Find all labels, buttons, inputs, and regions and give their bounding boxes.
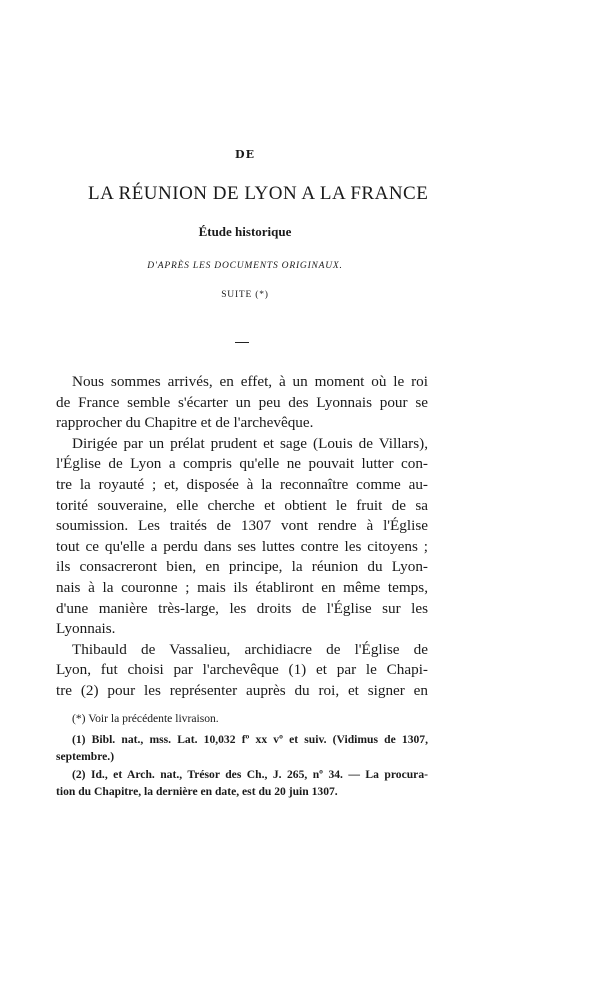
footnote: (*) Voir la précédente livraison. xyxy=(72,712,219,725)
body-line: tre la royauté ; et, disposée à la reconnaître comme au- xyxy=(56,475,428,493)
body-line: d'une manière très-large, les droits de l'Église sur les xyxy=(56,599,428,617)
footnote: septembre.) xyxy=(56,750,115,763)
body-line: Thibauld de Vassalieu, archidiacre de l'Église de xyxy=(72,640,428,658)
body-line: Nous sommes arrivés, en effet, à un moment où le roi xyxy=(72,373,428,390)
body-line: nais à la couronne ; mais ils établiront en même temps, xyxy=(56,578,428,596)
body-text xyxy=(56,372,428,702)
subtitle: Étude historique xyxy=(198,224,292,239)
heading-de: DE xyxy=(235,148,255,161)
footnote: (1) Bibl. nat., mss. Lat. 10,032 fº xx vº et suiv. (Vidimus de 1307, xyxy=(72,732,428,746)
body-line: Dirigée par un prélat prudent et sage (Louis de Villars), xyxy=(72,434,428,452)
body-line: tre (2) pour les représenter auprès du roi, et signer en xyxy=(56,681,428,699)
source-line: D'APRÈS LES DOCUMENTS ORIGINAUX. xyxy=(147,261,343,271)
footnotes xyxy=(56,710,428,801)
body-line: de France semble s'écarter un peu des Lyonnais pour se xyxy=(56,393,428,411)
body-line: torité souveraine, elle cherche et obtient le fruit de sa xyxy=(56,496,428,514)
suite-line: SUITE (*) xyxy=(221,290,269,300)
footnote: (2) Id., et Arch. nat., Trésor des Ch., J. 265, nº 34. — La procura- xyxy=(72,767,428,781)
body-line: ils consacreront bien, en principe, la réunion du Lyon- xyxy=(56,558,428,576)
body-line: soumission. Les traités de 1307 vont rendre à l'Église xyxy=(56,517,428,535)
body-line: Lyon, fut choisi par l'archevêque (1) et par le Chapi- xyxy=(56,661,428,679)
body-line: rapprocher du Chapitre et de l'archevêque. xyxy=(56,414,314,432)
body-line: Lyonnais. xyxy=(56,620,116,638)
body-line: tout ce qu'elle a perdu dans ses luttes contre les citoyens ; xyxy=(56,537,428,555)
footnote: tion du Chapitre, la dernière en date, est du 20 juin 1307. xyxy=(56,785,338,798)
section-divider xyxy=(235,342,249,343)
body-line: l'Église de Lyon a compris qu'elle ne pouvait lutter con- xyxy=(56,455,428,473)
page-title: LA RÉUNION DE LYON A LA FRANCE xyxy=(88,183,429,204)
